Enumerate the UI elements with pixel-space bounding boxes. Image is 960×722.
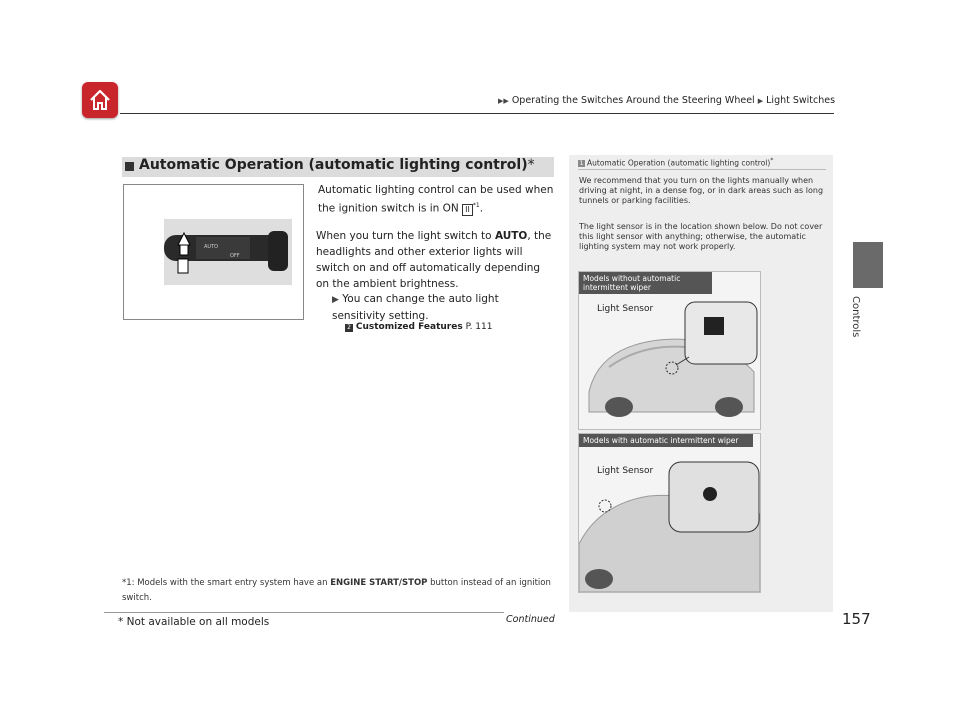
- side-tab-label[interactable]: Controls: [850, 296, 861, 338]
- light-sensor-callout: Light Sensor: [597, 304, 654, 314]
- car-exterior-illustration: [579, 272, 760, 429]
- note-divider: [578, 169, 826, 170]
- car-exterior-illustration: [579, 434, 760, 592]
- breadcrumb-arrow-icon: ▶▶: [498, 97, 509, 105]
- footer-rule: [104, 612, 504, 613]
- note-badge-icon: 1: [579, 159, 584, 167]
- breadcrumb: [498, 95, 835, 106]
- breadcrumb-item[interactable]: Operating the Switches Around the Steering Wheel: [511, 95, 755, 106]
- section-asterisk: *: [527, 157, 535, 173]
- section-title: Automatic Operation (automatic lighting control): [139, 157, 528, 173]
- section-heading: [122, 157, 554, 177]
- cross-reference-link[interactable]: 2 Customized Features P. 111: [345, 322, 493, 332]
- side-tab-marker[interactable]: [853, 242, 883, 288]
- footnote-ref: *1: [472, 202, 480, 209]
- switch-stalk-illustration: [164, 219, 292, 285]
- figure-background: [164, 219, 292, 285]
- photo-variant-label: Models with automatic intermittent wiper: [579, 434, 753, 447]
- light-switch-figure: [123, 184, 304, 320]
- continued-label: Continued: [506, 614, 555, 625]
- footnote: *1: Models with the smart entry system have an ENGINE START/STOP button instead of an ignition switch.: [122, 578, 551, 603]
- sensor-photo-with-auto-wiper: [578, 433, 761, 593]
- light-sensor-callout: Light Sensor: [597, 466, 654, 476]
- note-paragraph-1: We recommend that you turn on the lights manually when driving at night, in a dense fog, or in dark areas such as long tunnels or parking facilities.: [579, 176, 824, 205]
- page-number: 157: [842, 610, 871, 628]
- photo-variant-label: Models without automatic intermittent wiper: [579, 272, 712, 294]
- arrow-right-icon: ▶: [332, 295, 339, 305]
- switch-label-auto: AUTO: [204, 244, 219, 250]
- availability-note: * Not available on all models: [118, 616, 270, 628]
- home-icon: [88, 88, 112, 112]
- body-paragraph-2: When you turn the light switch to AUTO, the headlights and other exterior lights will switch on and off automatically depending on the ambient brightness.: [316, 230, 552, 290]
- heading-square-icon: [125, 162, 134, 171]
- sensor-photo-without-auto-wiper: [578, 271, 761, 430]
- body-subpoint: ▶ You can change the auto light sensitivity setting.: [332, 293, 499, 322]
- body-paragraph-1: Automatic lighting control can be used when the ignition switch is in ON II $^{*1}$.: [318, 184, 554, 215]
- breadcrumb-item[interactable]: Light Switches: [766, 95, 836, 106]
- switch-label-off: OFF: [230, 253, 240, 259]
- ignition-mode-badge: II: [462, 204, 473, 216]
- breadcrumb-arrow-icon: ▶: [757, 97, 764, 105]
- auto-keyword: AUTO: [494, 230, 528, 242]
- reference-icon: 2: [345, 324, 353, 332]
- note-paragraph-2: The light sensor is in the location shown below. Do not cover this light sensor with anything; otherwise, the automatic lighting system may not work properly.: [579, 222, 823, 251]
- note-title: 1 Automatic Operation (automatic lighting control)*: [579, 157, 774, 168]
- header-rule: [120, 113, 834, 114]
- home-button[interactable]: [82, 82, 118, 118]
